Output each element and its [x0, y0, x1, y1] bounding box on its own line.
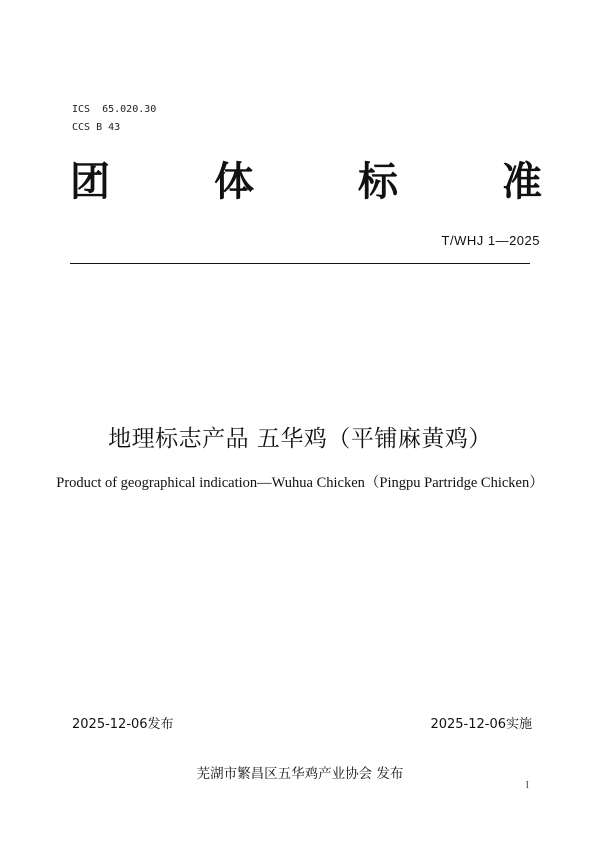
document-type-title [70, 152, 542, 212]
ics-code: ICS 65.020.30 [72, 104, 157, 115]
classification-codes [72, 101, 156, 137]
standard-number: T/WHJ 1—2025 [441, 233, 540, 248]
document-name-english: Product of geographical indication—Wuhua Chicken（Pingpu Partridge Chicken） [56, 475, 544, 491]
implementation-date: 2025-12-06实施 [430, 717, 532, 732]
document-name-chinese: 地理标志产品 五华鸡（平铺麻黄鸡） [108, 426, 492, 452]
title-char: 体 [214, 159, 254, 205]
title-char: 标 [358, 159, 398, 205]
ccs-code: CCS B 43 [72, 122, 121, 133]
title-char: 准 [502, 159, 542, 205]
header-divider [70, 263, 530, 264]
title-char: 团 [70, 159, 110, 205]
publisher: 芜湖市繁昌区五华鸡产业协会 发布 [196, 766, 404, 782]
page-number: I [525, 780, 529, 791]
publication-date: 2025-12-06发布 [72, 717, 174, 732]
